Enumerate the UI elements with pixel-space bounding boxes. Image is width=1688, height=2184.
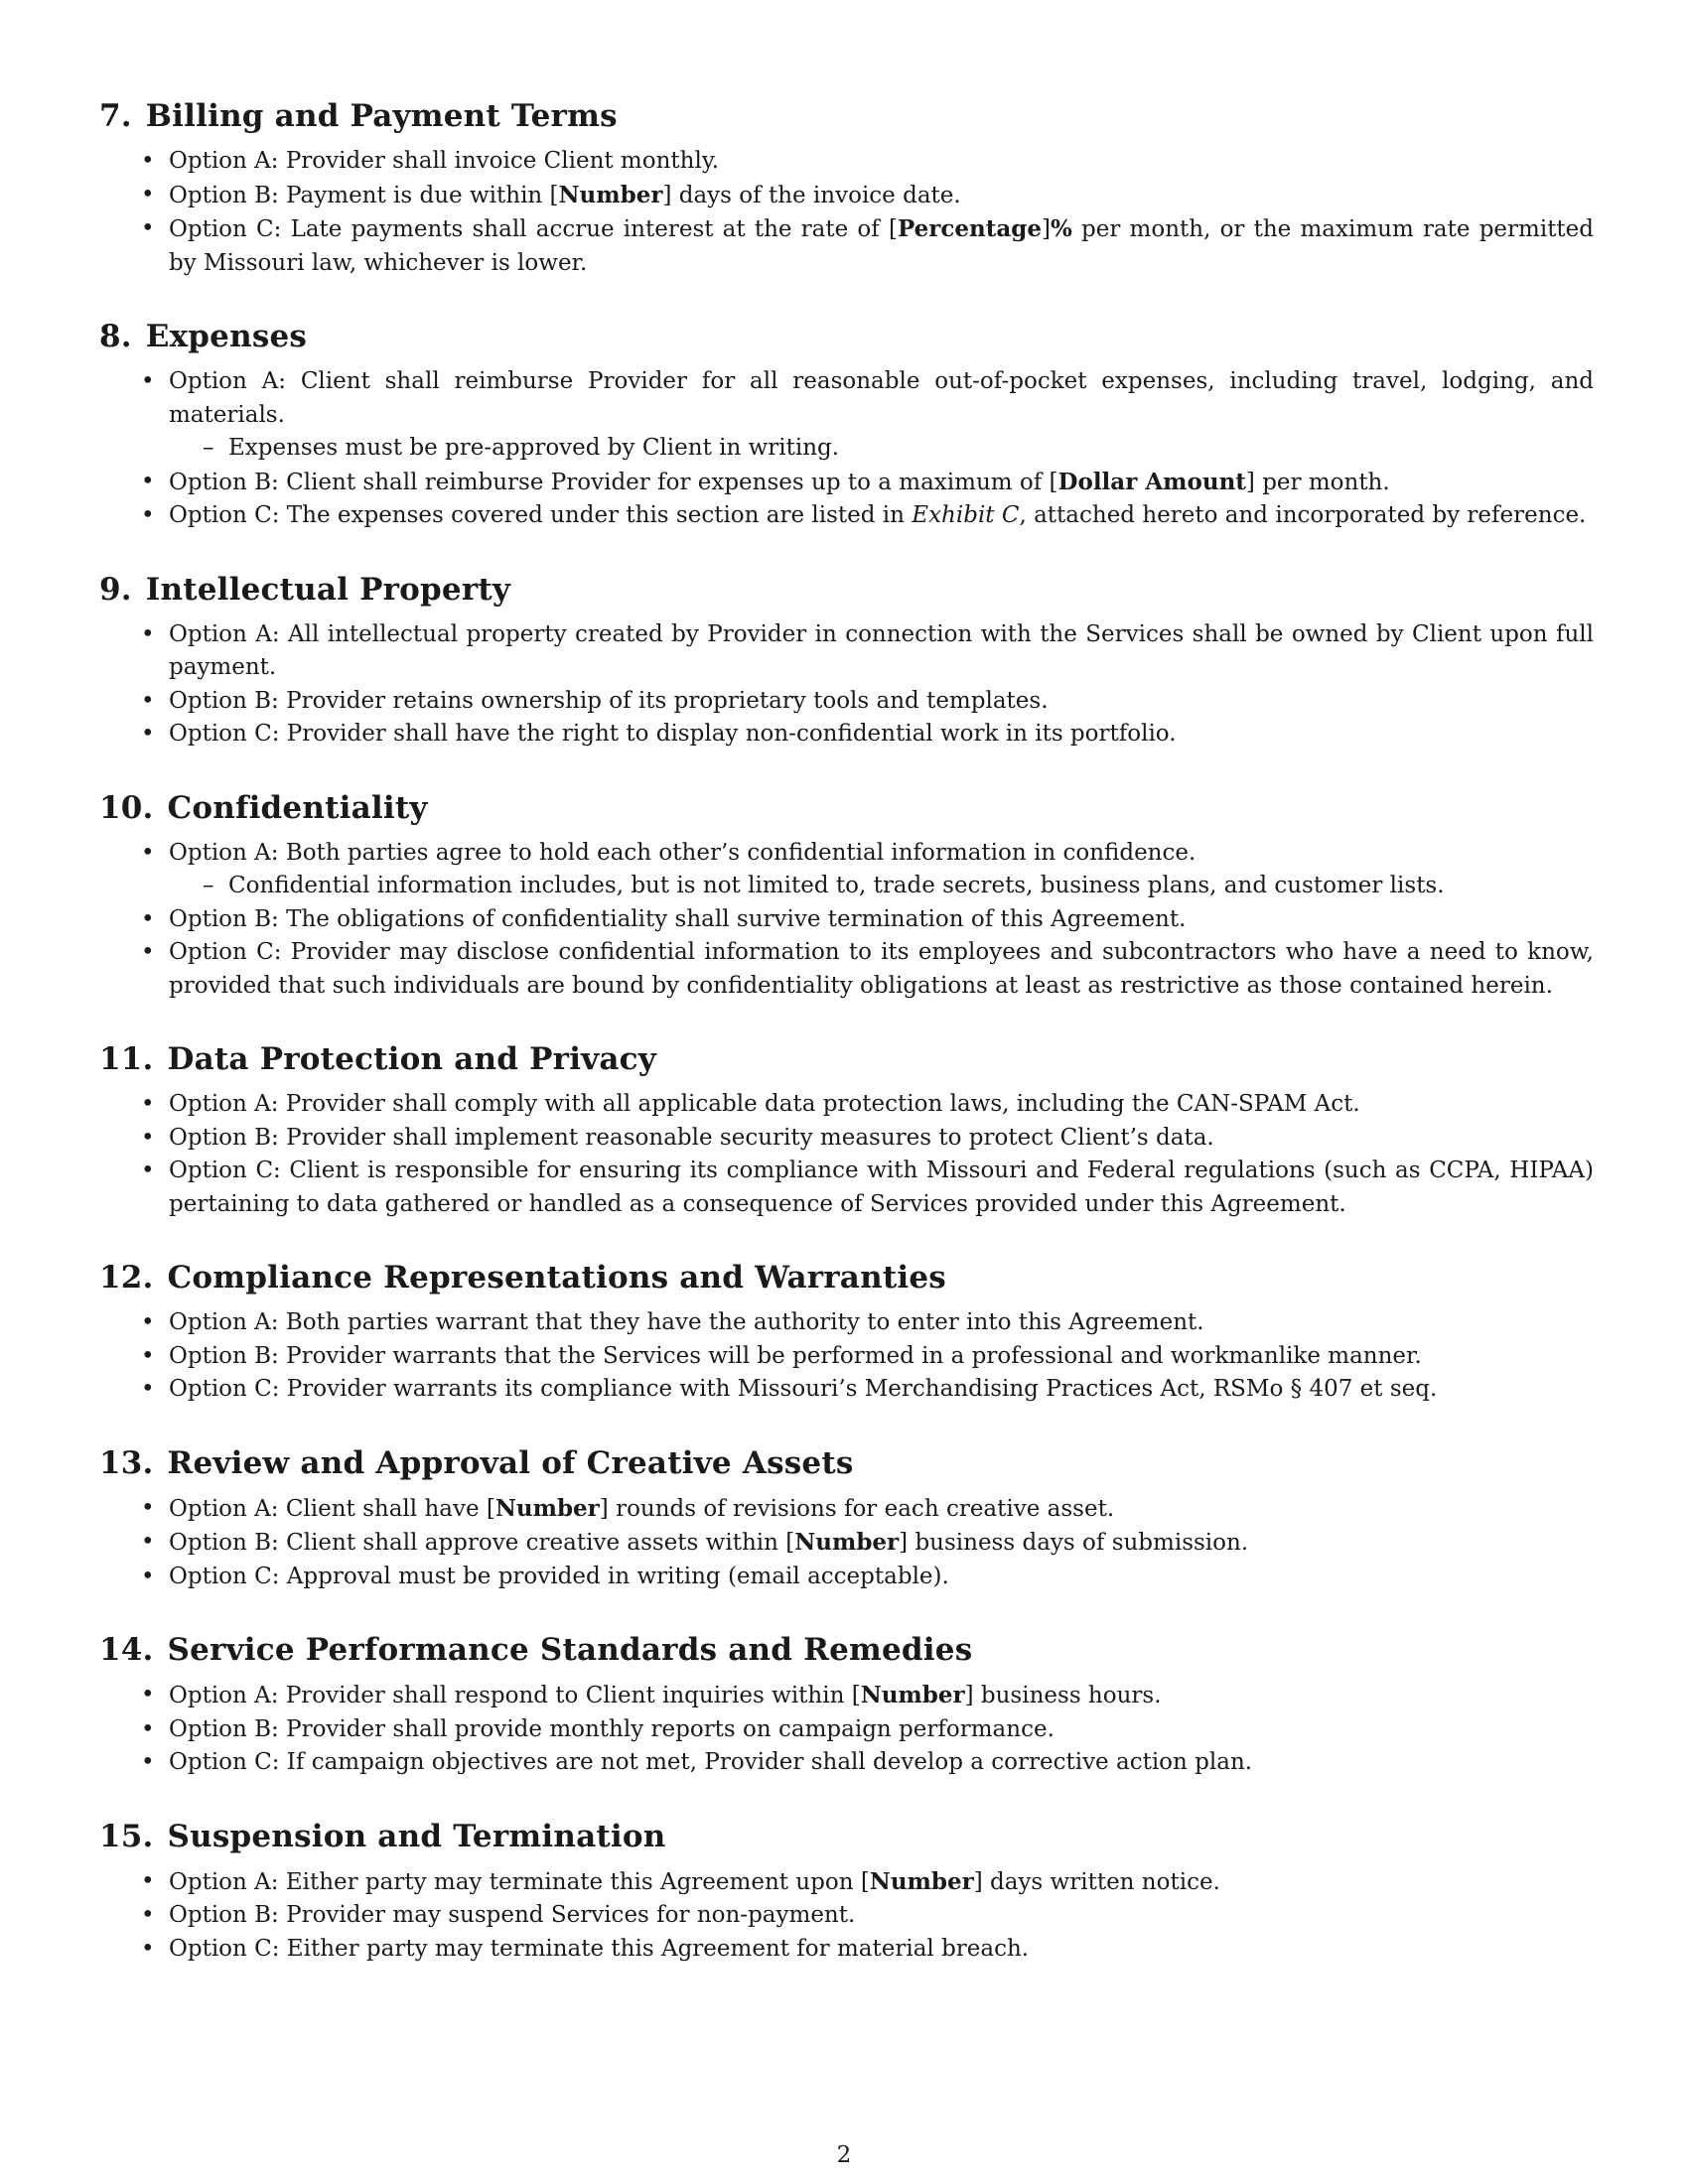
list-item: • Option C: Client is responsible for ensuring its compliance with Missouri and Federal regulations (such as CCPA, HIPAA) pertaining to data gathered or handled as a consequence of Services provided under this Agreement. (99, 1155, 1594, 1221)
list-item: • Option A: Both parties warrant that they have the authority to enter into this Agreement. (99, 1306, 1594, 1340)
list-item (99, 212, 1594, 280)
list-item: • Option C: Provider may disclose confidential information to its employees and subcontractors who have a need to know, provided that such individuals are bound by confidentiality obligations at least as restrictive as those contained herein. (99, 936, 1594, 1003)
option-text: Option B: Client shall approve creative assets within [ (169, 1530, 795, 1556)
section-title: Expenses (145, 319, 308, 354)
section-suspension-and-termination (99, 1816, 1594, 1967)
option-text: ] days written notice. (973, 1868, 1220, 1895)
section-number: 14. (99, 1632, 154, 1668)
sub-list (169, 432, 1594, 466)
section-title: Confidentiality (167, 789, 428, 826)
section-title: Billing and Payment Terms (145, 98, 618, 134)
option-text: ] business days of submission. (899, 1530, 1249, 1556)
list-item: • Option C: If campaign objectives are not met, Provider shall develop a corrective action plan. (99, 1746, 1594, 1780)
list-item: • Option C: Either party may terminate this Agreement for material breach. (99, 1933, 1594, 1967)
section-heading (99, 316, 1594, 357)
option-list (99, 1865, 1594, 1967)
sub-list (169, 870, 1594, 903)
section-title: Service Performance Standards and Remedies (167, 1632, 973, 1668)
section-number: 11. (99, 1041, 154, 1077)
option-list (99, 1679, 1594, 1780)
placeholder-field: Dollar Amount (1057, 468, 1246, 495)
option-list (99, 1306, 1594, 1407)
option-text: Option A: Both parties agree to hold each other’s confidential information in confidence. (169, 839, 1196, 866)
option-text: ] (1042, 216, 1051, 242)
placeholder-field: Number (558, 181, 663, 208)
section-number: 7. (99, 98, 132, 134)
section-billing-and-payment-terms (99, 95, 1594, 280)
section-heading (99, 1629, 1594, 1671)
list-item: • Option B: Provider may suspend Services for non-payment. (99, 1899, 1594, 1933)
list-item: • Option C: Provider shall have the right to display non-confidential work in its portfolio. (99, 718, 1594, 751)
option-list (99, 618, 1594, 751)
list-item (99, 466, 1594, 500)
option-text: Option A: Client shall have [ (169, 1495, 495, 1522)
placeholder-field: Number (869, 1867, 974, 1895)
section-heading (99, 787, 1594, 829)
list-item: • Option C: Approval must be provided in writing (email acceptable). (99, 1561, 1594, 1594)
list-item (99, 499, 1594, 533)
list-item (99, 1492, 1594, 1527)
list-item (99, 1865, 1594, 1900)
section-heading (99, 1038, 1594, 1080)
placeholder-field: Percentage (897, 215, 1042, 242)
option-text: ] per month. (1245, 469, 1390, 495)
list-item: • Option A: All intellectual property created by Provider in connection with the Services shall be owned by Client upon full payment. (99, 618, 1594, 685)
document-page (99, 95, 1594, 2001)
option-text: ] business hours. (964, 1683, 1162, 1708)
section-number: 10. (99, 789, 154, 826)
section-heading (99, 1816, 1594, 1857)
placeholder-field: Number (794, 1529, 900, 1556)
list-item (99, 837, 1594, 903)
placeholder-field: Number (860, 1682, 965, 1708)
section-heading (99, 95, 1594, 137)
option-list (99, 365, 1594, 533)
exhibit-reference: Exhibit C (912, 502, 1020, 528)
section-number: 12. (99, 1260, 154, 1296)
section-number: 9. (99, 571, 132, 608)
option-text: per month, or the maximum rate permitted by Missouri law, whichever is lower. (169, 216, 1595, 276)
section-number: 15. (99, 1818, 154, 1854)
section-number: 13. (99, 1444, 154, 1481)
section-title: Suspension and Termination (167, 1818, 666, 1854)
list-item: • Option A: Provider shall comply with all applicable data protection laws, including the CAN-SPAM Act. (99, 1088, 1594, 1122)
section-intellectual-property (99, 569, 1594, 751)
option-text: , attached hereto and incorporated by reference. (1019, 502, 1587, 528)
list-item (99, 145, 1594, 179)
list-item (99, 1679, 1594, 1713)
section-title: Data Protection and Privacy (167, 1041, 656, 1077)
option-list (99, 1088, 1594, 1221)
percent-sign: % (1050, 215, 1072, 242)
section-review-and-approval-of-creative-assets (99, 1442, 1594, 1594)
option-text: Option C: The expenses covered under this section are listed in (169, 502, 913, 528)
option-text: Option A: Either party may terminate this Agreement upon [ (169, 1868, 870, 1895)
option-list (99, 1492, 1594, 1594)
option-text: Option A: Provider shall invoice Client monthly. (169, 148, 720, 174)
page-number: 2 (836, 2142, 852, 2168)
section-data-protection-and-privacy (99, 1038, 1594, 1221)
option-text: Option C: Late payments shall accrue interest at the rate of [ (169, 216, 898, 242)
section-title: Compliance Representations and Warranties (167, 1260, 946, 1296)
option-list (99, 837, 1594, 1004)
section-title: Intellectual Property (145, 571, 511, 608)
option-list (99, 145, 1594, 280)
option-text: ] days of the invoice date. (662, 182, 961, 208)
section-title: Review and Approval of Creative Assets (167, 1444, 854, 1481)
section-heading (99, 1257, 1594, 1298)
option-text: Option A: Provider shall respond to Client inquiries within [ (169, 1683, 861, 1708)
section-expenses (99, 316, 1594, 533)
section-service-performance-standards-and-remedies (99, 1629, 1594, 1780)
list-item (99, 1526, 1594, 1561)
section-compliance-representations-and-warranties (99, 1257, 1594, 1407)
list-item: • Option B: Provider warrants that the Services will be performed in a professional and workmanlike manner. (99, 1340, 1594, 1374)
list-item (99, 365, 1594, 466)
list-item: • Option B: Provider retains ownership of its proprietary tools and templates. (99, 685, 1594, 719)
placeholder-field: Number (494, 1494, 600, 1522)
section-heading (99, 1442, 1594, 1484)
option-text: Option B: Payment is due within [ (169, 182, 559, 208)
option-text: Option B: Client shall reimburse Provider for expenses up to a maximum of [ (169, 469, 1058, 495)
section-confidentiality (99, 787, 1594, 1004)
list-item (99, 179, 1594, 213)
list-item: • Option B: Provider shall provide monthly reports on campaign performance. (99, 1713, 1594, 1747)
sub-list-item: – Expenses must be pre-approved by Client in writing. (169, 432, 1594, 466)
list-item: • Option B: The obligations of confidentiality shall survive termination of this Agreement. (99, 903, 1594, 937)
list-item: • Option C: Provider warrants its compliance with Missouri’s Merchandising Practices Act, RSMo § 407 et seq. (99, 1373, 1594, 1407)
option-text: ] rounds of revisions for each creative asset. (599, 1495, 1115, 1522)
option-text: Option A: Client shall reimburse Provider for all reasonable out-of-pocket expenses, including travel, lodging, and materials. (169, 368, 1594, 428)
sub-list-item: – Confidential information includes, but is not limited to, trade secrets, business plans, and customer lists. (169, 870, 1594, 903)
list-item: • Option B: Provider shall implement reasonable security measures to protect Client’s data. (99, 1122, 1594, 1156)
section-number: 8. (99, 319, 132, 354)
section-heading (99, 569, 1594, 611)
